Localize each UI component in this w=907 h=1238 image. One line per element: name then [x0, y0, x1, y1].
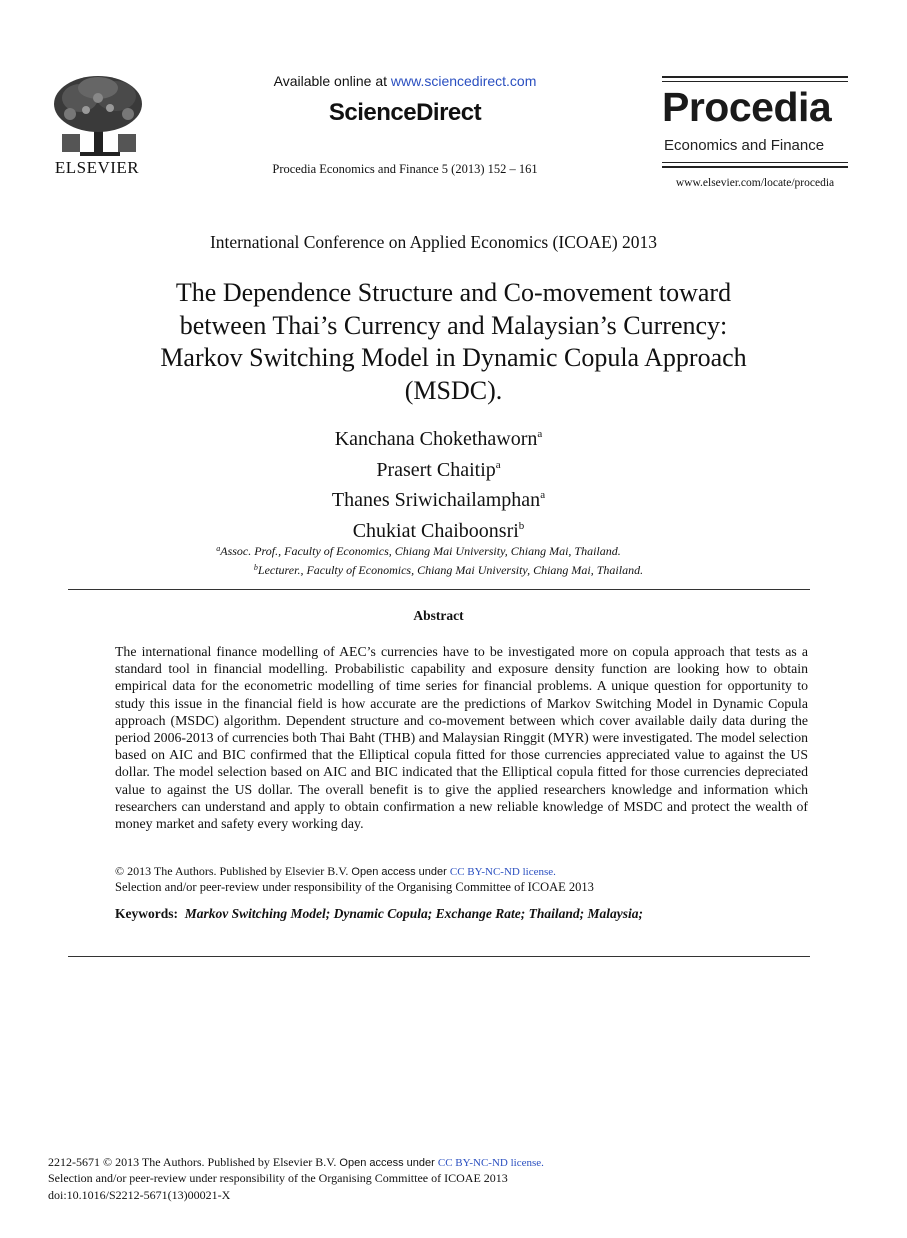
divider-top	[68, 589, 810, 590]
author	[0, 453, 877, 484]
author-affil-mark: a	[540, 489, 546, 501]
sciencedirect-link[interactable]: www.sciencedirect.com	[390, 73, 537, 89]
available-online-line	[240, 73, 570, 89]
author-name: Kanchana Chokethaworn	[334, 428, 538, 450]
author-name: Chukiat Chaiboonsri	[352, 519, 519, 542]
author-affil-mark: a	[495, 458, 501, 471]
license-link[interactable]: CC BY-NC-ND license.	[449, 866, 556, 878]
conference-name: International Conference on Applied Economics (ICOAE) 2013	[209, 232, 658, 252]
keywords-values: Markov Switching Model; Dynamic Copula; Exchange Rate; Thailand; Malaysia;	[184, 906, 644, 921]
author	[0, 483, 877, 514]
abstract-heading: Abstract	[413, 608, 464, 623]
open-access-text: Open access under	[348, 866, 450, 878]
author-name: Thanes Sriwichailamphan	[331, 489, 541, 511]
author-affil-mark: b	[518, 519, 525, 532]
affiliation-text: Lecturer., Faculty of Economics, Chiang Mai University, Chiang Mai, Thailand.	[257, 562, 644, 577]
available-online-prefix: Available online at	[273, 73, 391, 89]
sciencedirect-logo: ScienceDirect	[328, 99, 482, 126]
affiliation-text: Assoc. Prof., Faculty of Economics, Chiang Mai University, Chiang Mai, Thailand.	[220, 544, 621, 558]
affiliation-list	[0, 541, 877, 578]
procedia-rule-bottom-thin	[662, 162, 848, 163]
procedia-rule-top-thin	[662, 81, 848, 82]
affiliation	[0, 560, 877, 579]
elsevier-wordmark: ELSEVIER	[54, 158, 140, 177]
title-line: between Thai’s Currency and Malaysian’s Currency:	[179, 310, 728, 340]
paper-title	[80, 277, 827, 407]
peer-review-statement: Selection and/or peer-review under responsibility of the Organising Committee of ICOAE 2013	[115, 880, 594, 894]
procedia-logo: Procedia	[662, 84, 832, 130]
author	[0, 422, 877, 453]
footer-issn-line	[48, 1155, 544, 1170]
divider-bottom	[68, 956, 810, 957]
author-list	[0, 422, 877, 544]
author	[0, 514, 877, 545]
footer-peer-review: Selection and/or peer-review under responsibility of the Organising Committee of ICOAE 2013	[48, 1171, 508, 1185]
keywords-label: Keywords:	[115, 906, 178, 921]
procedia-url[interactable]: www.elsevier.com/locate/procedia	[675, 177, 835, 189]
copyright-line	[115, 863, 556, 880]
affiliation-mark: b	[253, 562, 258, 572]
keywords-line	[115, 906, 643, 922]
footer-open-access: Open access under	[336, 1157, 438, 1169]
title-line: (MSDC).	[404, 375, 503, 405]
author-affil-mark: a	[537, 428, 543, 440]
abstract-body: The international finance modelling of AEC’s currencies have to be investigated more on copula approach that tests as a standard tool in financial modelling. Probabilistic capability and exposure density function are looking how to obtain empirical data for the econometric modelling of time series for financial problems. A unique question for opportunity to study this issue in the financial field is how accurate are the predictions of Markov Switching Model in Dynamic Copula approach (MSDC) algorithm. Dependent structure and co-movement between which cover available daily data during the period 2006-2013 of currencies both Thai Baht (THB) and Malaysian Ringgit (MYR) were investigated. The model selection based on AIC and BIC confirmed that the Elliptical copula fitted for those currencies appreciated value to against the US dollar. The model selection based on AIC and BIC indicated that the Elliptical copula fitted for those currencies depreciated value to against the US dollar. The overall benefit is to give the applied researchers knowledge and information which researchers can understand and apply to obtain confirmation a new reliable knowledge of MSDC and protect the wealth of money market and safety every working day.	[115, 644, 808, 832]
copyright-text: © 2013 The Authors. Published by Elsevier B.V.	[115, 864, 349, 878]
journal-reference: Procedia Economics and Finance 5 (2013) 152 – 161	[272, 162, 538, 176]
footer-doi[interactable]: doi:10.1016/S2212-5671(13)00021-X	[48, 1188, 231, 1202]
procedia-subtitle: Economics and Finance	[664, 137, 825, 154]
procedia-rule-top	[662, 76, 848, 78]
title-line: The Dependence Structure and Co-movement toward	[175, 278, 732, 307]
title-line: Markov Switching Model in Dynamic Copula Approach	[160, 343, 747, 372]
procedia-rule-bottom	[662, 166, 848, 168]
footer-copyright: 2212-5671 © 2013 The Authors. Published by Elsevier B.V.	[48, 1155, 337, 1169]
affiliation	[0, 541, 877, 560]
footer-license-link[interactable]: CC BY-NC-ND license.	[437, 1157, 544, 1169]
author-name: Prasert Chaitip	[376, 458, 496, 481]
affiliation-mark: a	[216, 544, 221, 553]
